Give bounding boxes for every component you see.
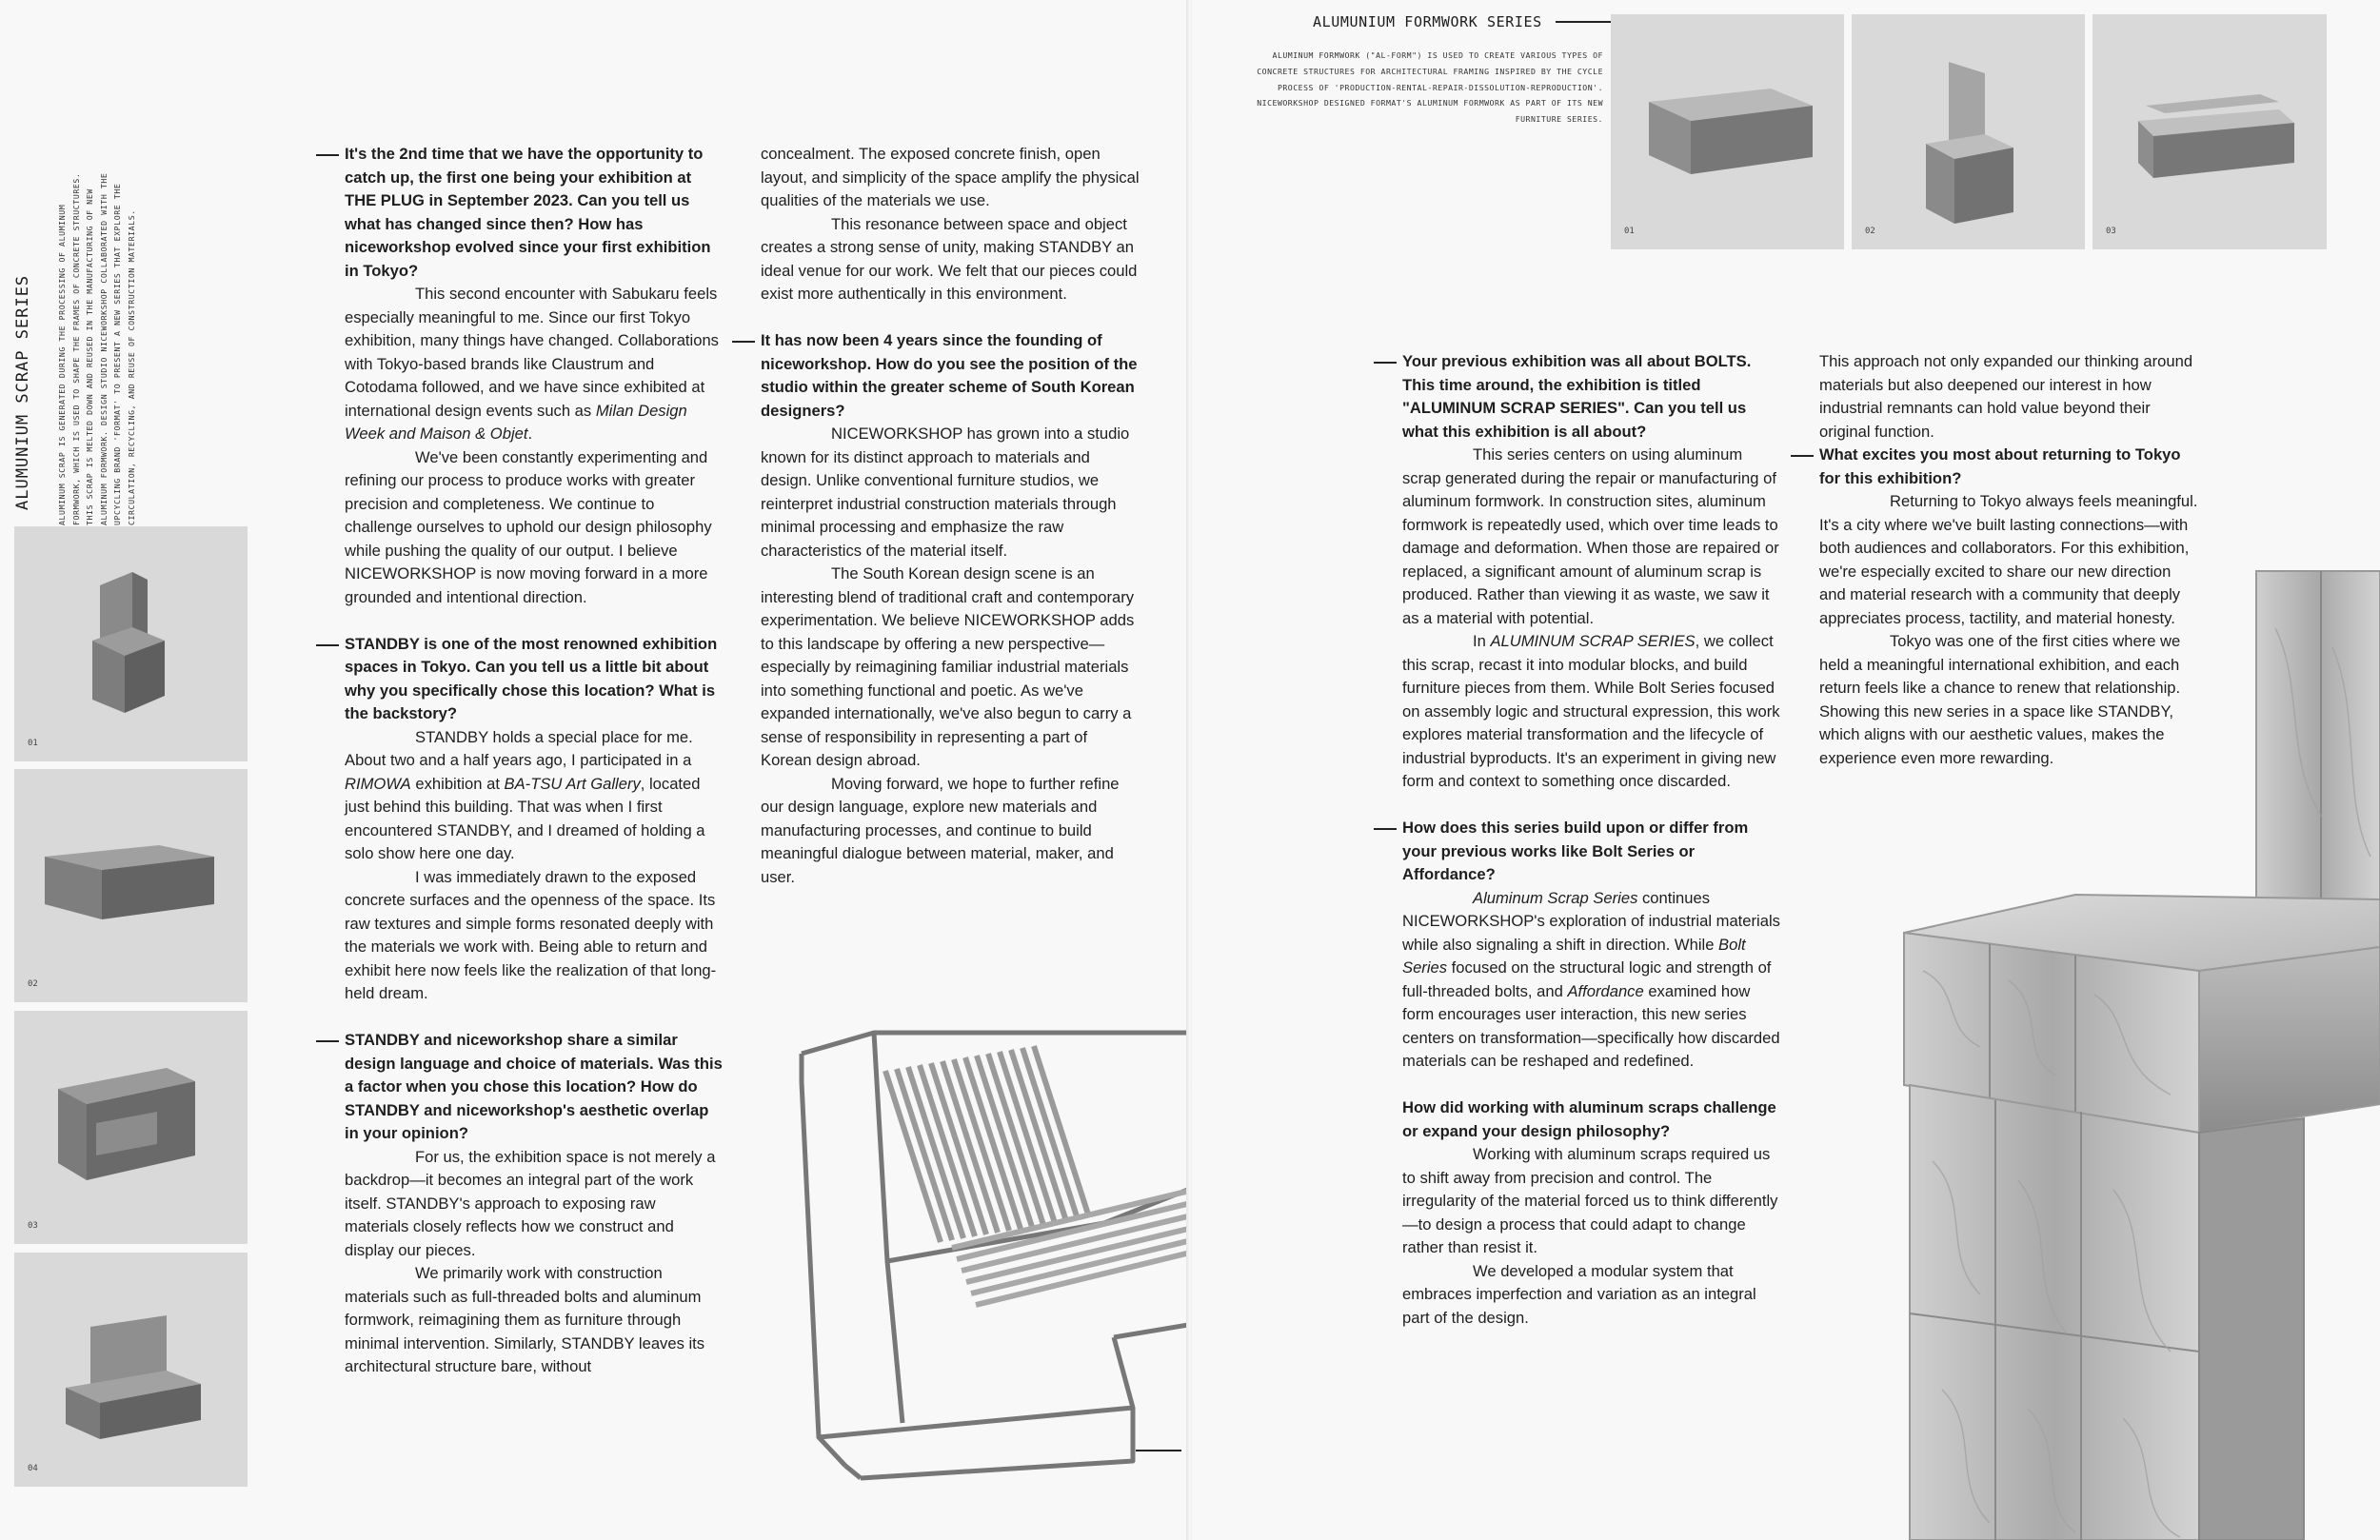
question-5: Your previous exhibition was all about BOLTS. This time around, the exhibition is titled "ALUMINUM SCRAP SERIES". Can you tell us what this exhibition is all about? (1402, 350, 1781, 444)
left-page (0, 0, 1188, 1540)
question-4: It has now been 4 years since the founding of niceworkshop. How do you see the position of the studio within the greater scheme of South Korean designers? (761, 329, 1140, 423)
thumb-number: 01 (28, 739, 38, 748)
answer-paragraph: We primarily work with construction materials such as full-threaded bolts and aluminum formwork, reimagining them as furniture through minimal intervention. Similarly, STANDBY leaves its architectural structure bare, without (345, 1264, 705, 1375)
question-7: How did working with aluminum scraps challenge or expand your design philosophy? (1402, 1098, 1776, 1140)
answer-paragraph: For us, the exhibition space is not merely a backdrop—it becomes an integral part of the work itself. STANDBY's approach to exposing raw materials closely reflects how we construct and display our pieces. (345, 1147, 716, 1259)
scrap-bench-icon (14, 769, 248, 1002)
answer-paragraph: This second encounter with Sabukaru feels especially meaningful to me. Since our first Tokyo exhibition, many things have changed. Collaborations with Tokyo-based brands like Claustrum and Cotodama followed, and we have since exhibited at international design events such as Milan Design Week and Maison & Objet. (345, 285, 719, 443)
question-2: STANDBY is one of the most renowned exhibition spaces in Tokyo. Can you tell us a little bit about why you specifically chose this location? What is the backstory? (345, 633, 724, 726)
thumb-scrap-chair-04 (14, 1253, 248, 1487)
thumb-number: 02 (1865, 227, 1875, 236)
side-description-wrap (55, 171, 141, 525)
thumb-number: 03 (2106, 227, 2116, 236)
answer-paragraph: This series centers on using aluminum scrap generated during the repair or manufacturing of aluminum formwork. In construction sites, aluminum formwork is repeatedly used, which over time leads to damage and deformation. When those are repaired or replaced, a significant amount of aluminum scrap is produced. Rather than viewing it as waste, we saw it as a material with potential. (1402, 445, 1779, 627)
thumb-formwork-bench-03 (2092, 14, 2327, 249)
question-3: STANDBY and niceworkshop share a similar design language and choice of materials. Was this a factor when you chose this location? How do STANDBY and niceworkshop's aesthetic overlap in your opinion? (345, 1029, 724, 1146)
article-column-1 (345, 143, 724, 1379)
answer-paragraph: We've been constantly experimenting and refining our process to produce works with greater precision and completeness. We continue to challenge ourselves to uphold our design philosophy while pushing the quality of our output. I believe NICEWORKSHOP is now moving forward in a more grounded and intentional direction. (345, 447, 712, 606)
answer-paragraph: The South Korean design scene is an interesting blend of traditional craft and contemporary experimentation. We believe NICEWORKSHOP adds to this landscape by offering a new perspective—especially by reimagining familiar industrial materials into something functional and poetic. As we've expanded internationally, we've also begun to carry a sense of responsibility in representing a part of Korean design abroad. (761, 564, 1135, 769)
thumb-scrap-bench-02 (14, 769, 248, 1002)
question-6: How does this series build upon or differ from your previous works like Bolt Series or Affordance? (1402, 817, 1781, 887)
scrap-armchair-icon (14, 1011, 248, 1244)
formwork-series-text: ALUMUNIUM FORMWORK SERIES (1313, 13, 1542, 30)
side-description: ALUMINUM SCRAP IS GENERATED DURING THE PROCESSING OF ALUMINUM FORMWORK, WHICH IS USED TO SHAPE THE FRAMES OF CONCRETE STRUCTURES. THIS SCRAP IS MELTED DOWN AND REUSED IN THE MANUFACTURING OF NEW ALUMINUM FORMWORK. DESIGN STUDIO NICEWORKSHOP COLLABORATED WITH THE UPCYCLING BRAND 'FORMAT' TO PRESENT A NEW SERIES THAT EXPLORE THE CIRCULATION, RECYCLING, AND REUSE OF CONSTRUCTION MATERIALS. (57, 172, 136, 525)
thumb-number: 01 (1624, 227, 1635, 236)
answer-paragraph: STANDBY holds a special place for me. About two and a half years ago, I participated in a RIMOWA exhibition at BA-TSU Art Gallery, located just behind this building. That was when I first encountered STANDBY, and I dreamed of holding a solo show here one day. (345, 727, 705, 862)
answer-paragraph: Tokyo was one of the first cities where we held a meaningful international exhibition, and each return feels like a chance to renew that relationship. Showing this new series in a space like STANDBY, which aligns with our aesthetic values, makes the experience even more rewarding. (1819, 632, 2181, 767)
article-column-4 (1819, 350, 2198, 770)
article-column-2 (761, 143, 1140, 889)
answer-paragraph: This approach not only expanded our thinking around materials but also deepened our interest in how industrial remnants can hold value beyond their original function. (1819, 352, 2193, 441)
question-1: It's the 2nd time that we have the opportunity to catch up, the first one being your exhibition at THE PLUG in September 2023. Can you tell us what has changed since then? How has niceworkshop evolved since your first exhibition in Tokyo? (345, 143, 724, 283)
scrap-chair-icon (14, 526, 248, 761)
answer-paragraph: Moving forward, we hope to further refine our design language, explore new materials and manufacturing processes, and continue to build meaningful dialogue between material, maker, and user. (761, 774, 1120, 886)
thumb-scrap-chair-01 (14, 526, 248, 761)
scrap-chair-icon (14, 1253, 248, 1487)
bolt-series-rule (1136, 1450, 1181, 1451)
answer-paragraph: Aluminum Scrap Series continues NICEWORKSHOP's exploration of industrial materials while also signaling a shift in direction. While Bolt Series focused on the structural logic and strength of full-threaded bolts, and Affordance examined how form encourages user interaction, this new series centers on transformation—specifically how discarded materials can be reshaped and redefined. (1402, 888, 1780, 1070)
answer-paragraph: Returning to Tokyo always feels meaningful. It's a city where we've built lasting connections—with both audiences and collaborators. For this exhibition, we're especially excited to share our new direction and material research with a community that deeply appreciates process, tactility, and material honesty. (1819, 492, 2198, 627)
article-column-3 (1402, 350, 1781, 1330)
question-8: What excites you most about returning to Tokyo for this exhibition? (1819, 444, 2198, 490)
formwork-chair-icon (1852, 14, 2085, 249)
thumb-formwork-chair-02 (1852, 14, 2085, 249)
thumb-scrap-armchair-03 (14, 1011, 248, 1244)
thumb-number: 02 (28, 979, 38, 989)
answer-paragraph: I was immediately drawn to the exposed concrete surfaces and the openness of the space. Its raw textures and simple forms resonated deeply with the materials we work with. Being able to return and exhibit here now feels like the realization of that long-held dream. (345, 867, 717, 1002)
formwork-table-icon (1611, 14, 1844, 249)
answer-paragraph: concealment. The exposed concrete finish, open layout, and simplicity of the space amplify the physical qualities of the materials we use. (761, 145, 1140, 209)
formwork-bench-icon (2092, 14, 2327, 249)
answer-paragraph: In ALUMINUM SCRAP SERIES, we collect this scrap, recast it into modular blocks, and build furniture pieces from them. While Bolt Series focused on assembly logic and structural expression, this work explores material transformation and the lifecycle of industrial byproducts. It's an experiment in giving new form and context to something once discarded. (1402, 632, 1780, 790)
side-title-wrap (13, 274, 51, 523)
answer-paragraph: NICEWORKSHOP has grown into a studio known for its distinct approach to materials and design. Unlike conventional furniture studios, we reinterpret industrial construction materials through minimal processing and emphasize the raw characteristics of the material itself. (761, 424, 1130, 560)
thumb-formwork-table-01 (1611, 14, 1844, 249)
thumb-number: 04 (28, 1464, 38, 1473)
answer-paragraph: We developed a modular system that embraces imperfection and variation as an integral part of the design. (1402, 1261, 1756, 1327)
answer-paragraph: Working with aluminum scraps required us to shift away from precision and control. The irregularity of the material forced us to think differently—to design a process that could adapt to change rather than resist it. (1402, 1145, 1778, 1256)
answer-paragraph: This resonance between space and object creates a strong sense of unity, making STANDBY an ideal venue for our work. We felt that our pieces could exist more authentically in this environment. (761, 214, 1138, 303)
side-title-text: ALUMUNIUM SCRAP SERIES (13, 274, 32, 510)
side-title (13, 274, 32, 523)
formwork-series-label (1313, 13, 1624, 30)
formwork-description: ALUMINUM FORMWORK ("AL-FORM") IS USED TO CREATE VARIOUS TYPES OF CONCRETE STRUCTURES FOR ARCHITECTURAL FRAMING INSPIRED BY THE CYCLE PROCESS OF 'PRODUCTION-RENTAL-REPAIR-DISSOLUTION-REPRODUCTION'. NICEWORKSHOP DESIGNED FORMAT'S ALUMINUM FORMWORK AS PART OF ITS NEW FURNITURE SERIES. (1257, 50, 1603, 125)
thumb-number: 03 (28, 1221, 38, 1231)
